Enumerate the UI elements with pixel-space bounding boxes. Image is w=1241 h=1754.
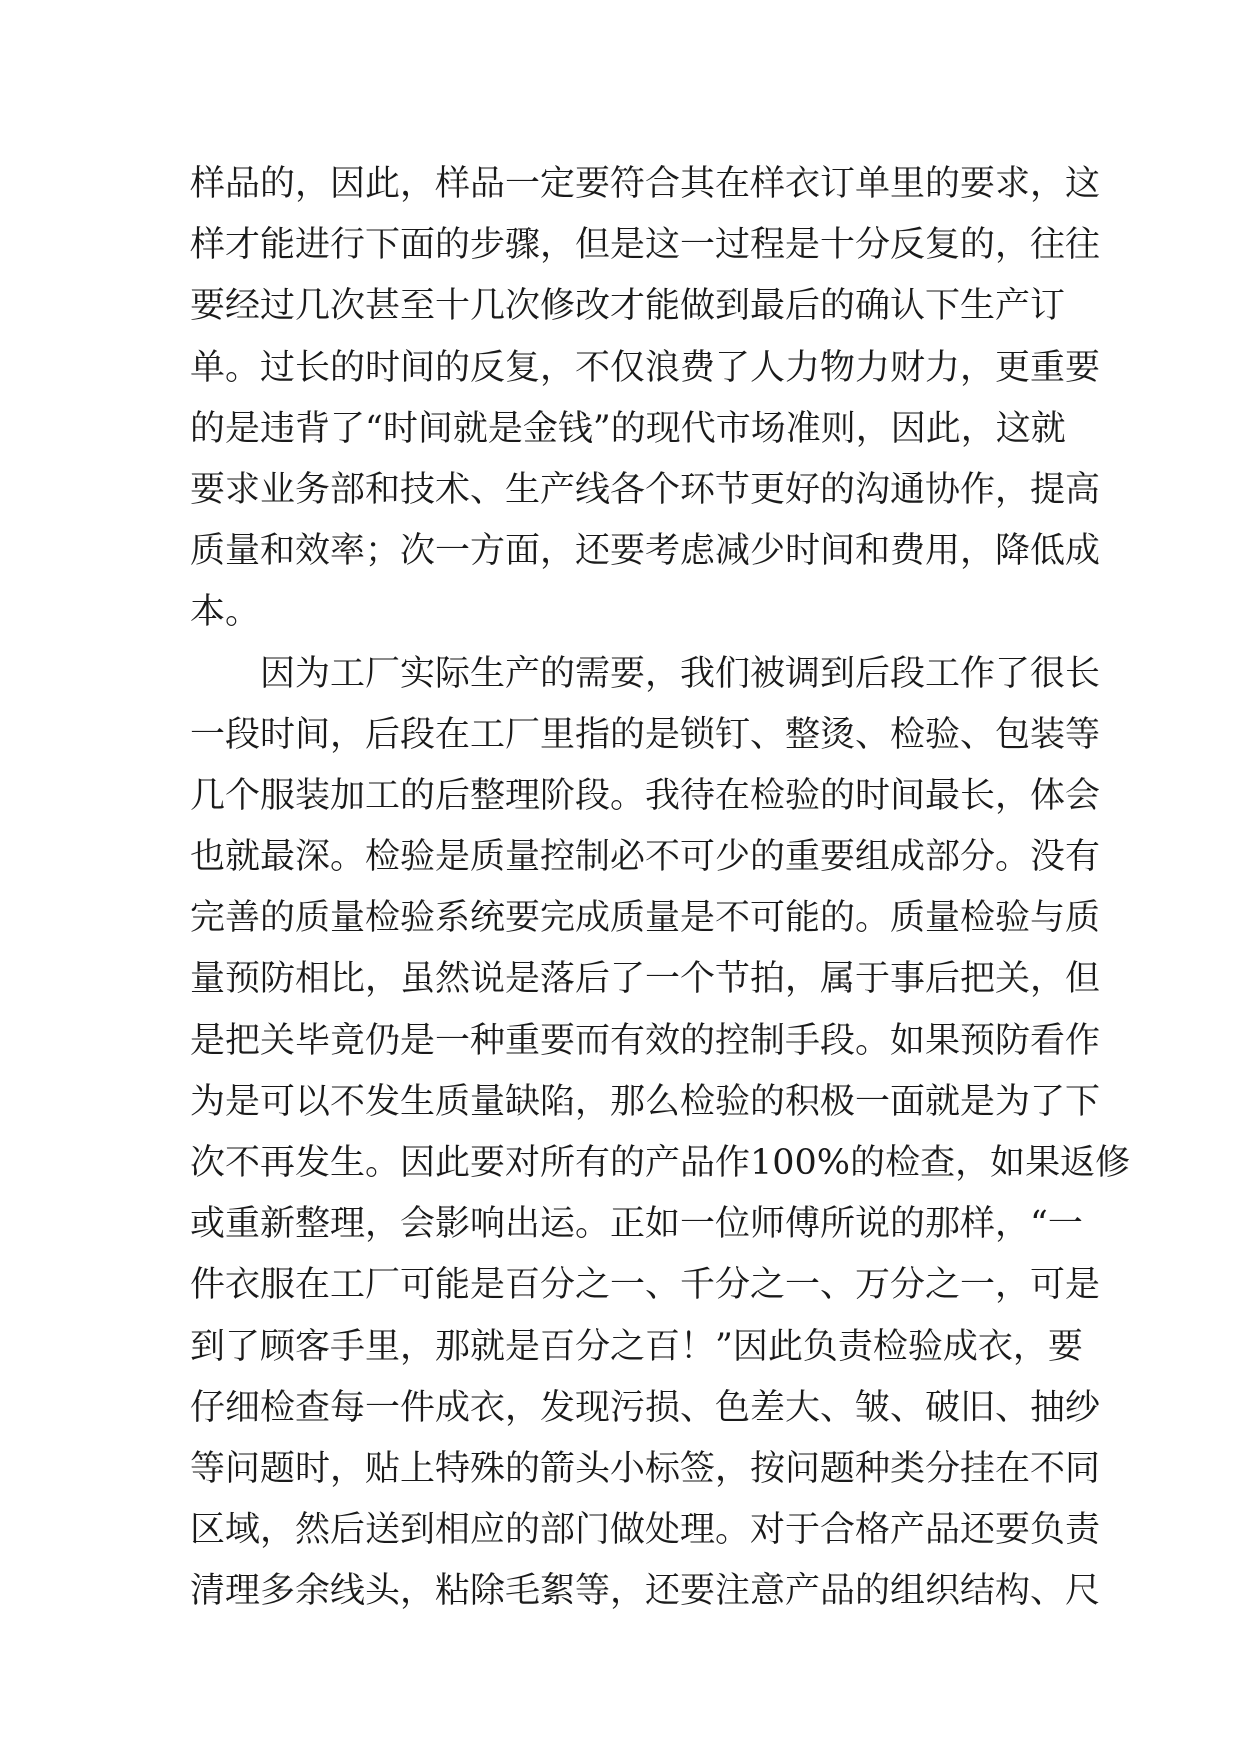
text-line: 件衣服在工厂可能是百分之一、千分之一、万分之一，可是: [190, 1265, 1101, 1306]
text-line: 也就最深。检验是质量控制必不可少的重要组成部分。没有: [190, 837, 1101, 878]
text-line: 完善的质量检验系统要完成质量是不可能的。质量检验与质: [190, 898, 1101, 939]
text-line: 因为工厂实际生产的需要，我们被调到后段工作了很长: [260, 653, 1101, 694]
text-line: 等问题时，贴上特殊的箭头小标签，按问题种类分挂在不同: [190, 1448, 1101, 1489]
text-line: 要经过几次甚至十几次修改才能做到最后的确认下生产订: [190, 286, 1066, 327]
text-line: 量预防相比，虽然说是落后了一个节拍，属于事后把关，但: [190, 959, 1101, 1000]
paragraph-1: [190, 154, 1101, 644]
text-line: 本。: [190, 592, 261, 633]
text-line: 区域，然后送到相应的部门做处理。对于合格产品还要负责: [190, 1510, 1101, 1551]
text-line: 或重新整理，会影响出运。正如一位师傅所说的那样，“一: [190, 1204, 1083, 1245]
body-text: [190, 154, 1131, 1623]
text-line: 要求业务部和技术、生产线各个环节更好的沟通协作，提高: [190, 469, 1101, 510]
text-line: 质量和效率；次一方面，还要考虑减少时间和费用，降低成: [190, 531, 1101, 572]
paragraph-2: [190, 644, 1131, 1623]
text-line: 的是违背了“时间就是金钱”的现代市场准则，因此，这就: [190, 408, 1066, 449]
text-line: 一段时间，后段在工厂里指的是锁钉、整烫、检验、包装等: [190, 714, 1101, 755]
text-line: 单。过长的时间的反复，不仅浪费了人力物力财力，更重要: [190, 347, 1101, 388]
text-line: 次不再发生。因此要对所有的产品作100%的检查，如果返修: [190, 1143, 1131, 1183]
text-line: 样才能进行下面的步骤，但是这一过程是十分反复的，往往: [190, 225, 1101, 266]
text-line: 样品的，因此，样品一定要符合其在样衣订单里的要求，这: [190, 164, 1101, 204]
text-line: 几个服装加工的后整理阶段。我待在检验的时间最长，体会: [190, 775, 1101, 816]
text-line: 为是可以不发生质量缺陷，那么检验的积极一面就是为了下: [190, 1081, 1101, 1122]
text-line: 清理多余线头，粘除毛絮等，还要注意产品的组织结构、尺: [190, 1571, 1101, 1612]
text-line: 仔细检查每一件成衣，发现污损、色差大、皱、破旧、抽纱: [190, 1387, 1101, 1428]
text-line: 到了顾客手里，那就是百分之百！”因此负责检验成衣，要: [190, 1326, 1083, 1367]
text-line: 是把关毕竟仍是一种重要而有效的控制手段。如果预防看作: [190, 1020, 1101, 1061]
